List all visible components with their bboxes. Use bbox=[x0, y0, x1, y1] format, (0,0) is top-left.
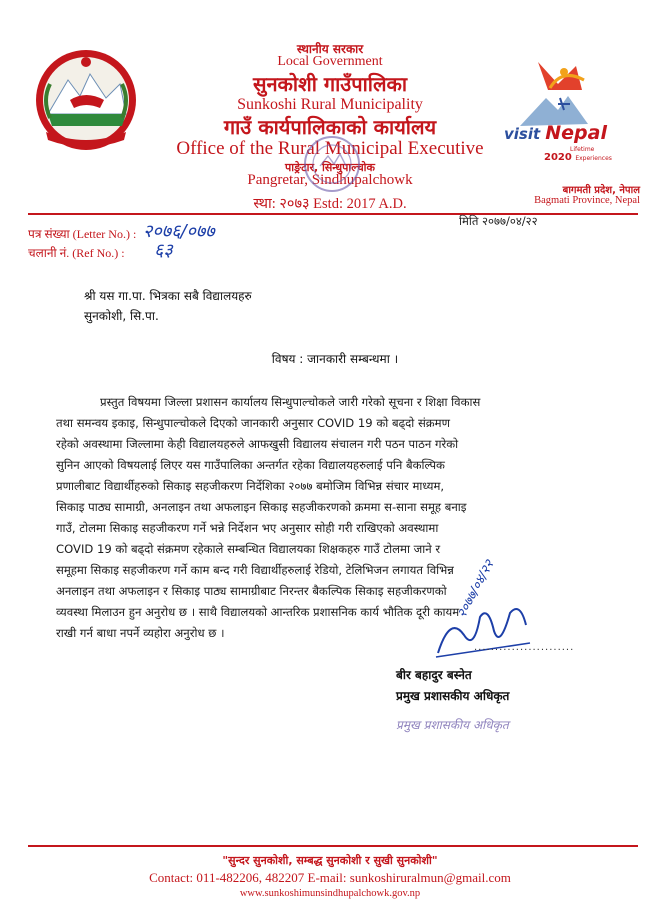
body-line: गाउँ, टोलमा सिकाइ सहजीकरण गर्ने भन्ने निर्देशन भए अनुसार सोही गरी राखिएको अवस्थामा bbox=[56, 521, 439, 535]
tagline-experiences: Experiences bbox=[575, 155, 612, 162]
body-line: COVID 19 को बढ्दो संक्रमण रहेकाले सम्बन्धित विद्यालयका शिक्षकहरु गाउँ टोलमा जाने र bbox=[56, 542, 441, 556]
visit-nepal-wordmark bbox=[504, 122, 634, 144]
body-line: प्रणालीबाट विद्यार्थीहरुको सिकाइ सहजीकरण निर्देशिका २०७७ बमोजिम विभिन्न संचार माध्यम, bbox=[56, 479, 445, 493]
office-name-np: गाउँ कार्यपालिकाको कार्यालय bbox=[223, 115, 437, 139]
province-en: Bagmati Province, Nepal bbox=[534, 195, 640, 206]
signatory-name: बीर बहादुर बस्नेत bbox=[396, 668, 472, 682]
emblem-icon bbox=[30, 44, 142, 156]
header-divider bbox=[28, 213, 638, 215]
seal-icon bbox=[302, 134, 362, 194]
year-2020: 2020 bbox=[544, 152, 572, 163]
visit-word: visit bbox=[504, 125, 541, 143]
signature-dots: ........................ bbox=[474, 642, 575, 653]
subject: विषय : जानकारी सम्बन्धमा । bbox=[271, 352, 399, 366]
body-line: प्रस्तुत विषयमा जिल्ला प्रशासन कार्यालय सिन्धुपाल्चोकले जारी गरेको सूचना र शिक्षा विकास bbox=[100, 395, 481, 409]
established-date: स्था: २०७३ Estd: 2017 A.D. bbox=[253, 196, 407, 212]
signature-date: २०७७/०४/२२ bbox=[454, 557, 498, 621]
letter-no-value: २०७६/०७७ bbox=[143, 221, 215, 242]
office-name-en: Office of the Rural Municipal Executive bbox=[176, 138, 484, 159]
title-stamp: प्रमुख प्रशासकीय अधिकृत bbox=[396, 718, 509, 732]
ref-no-label: चलानी नं. (Ref No.) : bbox=[28, 246, 125, 260]
body-line: रहेको अवस्थामा जिल्लामा केही विद्यालयहरुले आफखुसी विद्यालय संचालन गरी पठन पाठन गरेको bbox=[56, 437, 459, 451]
nepal-word: Nepal bbox=[545, 122, 607, 144]
body-line: राखी गर्न बाधा नपर्ने व्यहोरा अनुरोध छ । bbox=[56, 626, 225, 640]
recipient-line-2: सुनकोशी, सि.पा. bbox=[84, 309, 159, 323]
footer-contact: Contact: 011-482206, 482207 E-mail: sunkoshiruralmun@gmail.com bbox=[149, 870, 511, 885]
footer-website: www.sunkoshimunsindhupalchowk.gov.np bbox=[239, 888, 421, 899]
recipient-line-1: श्री यस गा.पा. भित्रका सबै विद्यालयहरु bbox=[84, 289, 252, 303]
signature-scribble bbox=[430, 595, 550, 665]
body-line: सिकाइ पाठ्य सामाग्री, अनलाइन तथा अफलाइन सिकाइ सहजीकरणको क्रममा स-साना समूह बनाइ bbox=[56, 500, 467, 514]
province-np: बागमती प्रदेश, नेपाल bbox=[562, 185, 640, 196]
letter-no-label: पत्र संख्या (Letter No.) : bbox=[28, 227, 137, 241]
body-line: व्यवस्था मिलाउन हुन अनुरोध छ । साथै विद्यालयको आन्तरिक प्रशासनिक कार्य भौतिक दूरी कायम bbox=[56, 605, 460, 619]
place-np: पाङ्रेटार, सिन्धुपाल्चोक bbox=[285, 161, 375, 174]
place-en: Pangretar, Sindhupalchowk bbox=[247, 172, 413, 188]
date: मिति २०७७/०४/२२ bbox=[459, 214, 538, 228]
ref-no-value: ६३ bbox=[154, 240, 173, 261]
tagline-lifetime: Lifetime bbox=[570, 146, 595, 153]
local-government-np: स्थानीय सरकार bbox=[296, 42, 364, 56]
body-line: सुनिन आएको विषयलाई लिएर यस गाउँपालिका अन्तर्गत रहेका विद्यालयहरुलाई पनि बैकल्पिक bbox=[56, 458, 445, 472]
signatory-title: प्रमुख प्रशासकीय अधिकृत bbox=[396, 689, 510, 703]
signature-icon bbox=[430, 595, 550, 665]
local-government-en: Local Government bbox=[277, 54, 383, 69]
visit-year bbox=[544, 152, 634, 163]
footer-slogan: "सुन्दर सुनकोशी, सम्बद्ध सुनकोशी र सुखी सुनकोशी" bbox=[222, 854, 438, 867]
office-seal bbox=[302, 134, 362, 194]
nepal-emblem bbox=[30, 44, 142, 156]
body-line: अनलाइन तथा अफलाइन र सिकाइ पाठ्य सामाग्रीबाट निरन्तर बैकल्पिक सिकाइ सहजीकरणको bbox=[56, 584, 447, 598]
body-line: समूहमा सिकाइ सहजीकरण गर्ने काम बन्द गरी विद्यार्थीहरुलाई रेडियो, टेलिभिजन लगायत विभिन्न bbox=[56, 563, 454, 577]
municipality-name-en: Sunkoshi Rural Municipality bbox=[237, 96, 423, 113]
municipality-name-np: सुनकोशी गाउँपालिका bbox=[252, 72, 408, 96]
body-line: तथा समन्वय इकाइ, सिन्धुपाल्चोकले दिएको जानकारी अनुसार COVID 19 को बढ्दो संक्रमण bbox=[56, 416, 450, 430]
footer-divider bbox=[28, 845, 638, 847]
